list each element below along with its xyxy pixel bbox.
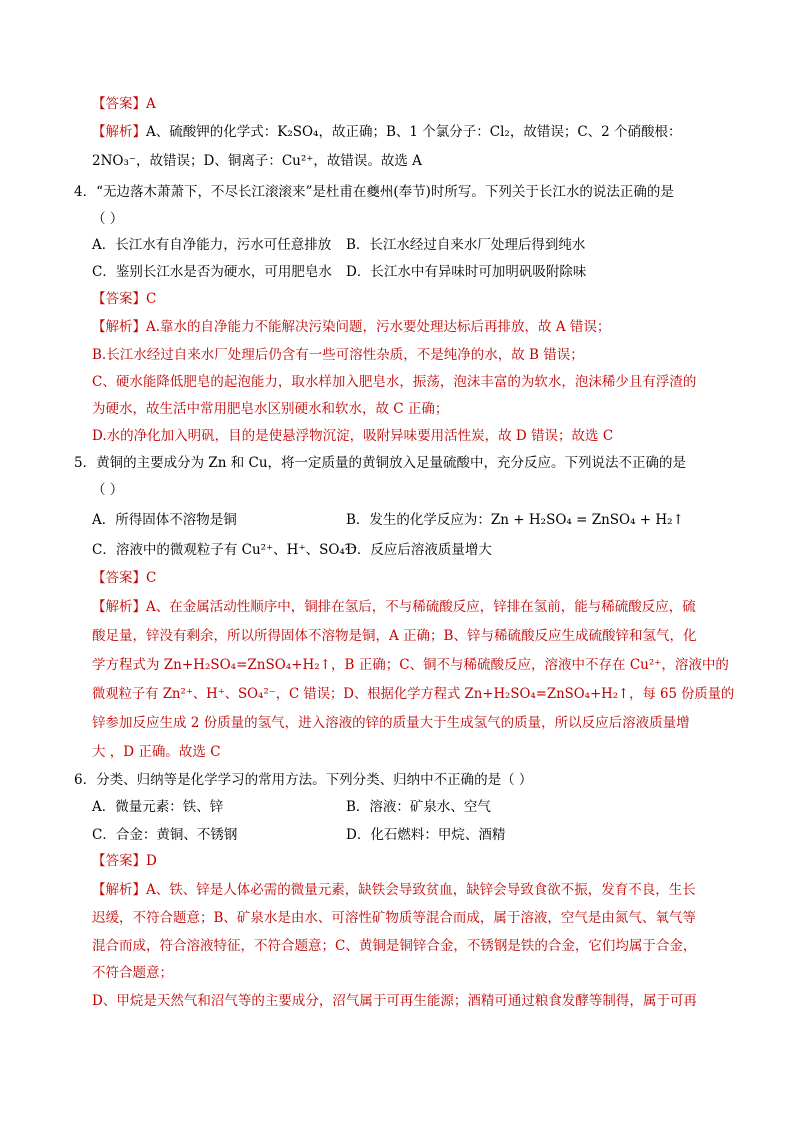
q4-analysis-line-2: B.长江水经过自来水厂处理后仍含有一些可溶性杂质，不是纯净的水，故 B 错误； [92,347,584,363]
q5-analysis-line-5: 锌参加反应生成 2 份质量的氢气，进入溶液的锌的质量大于生成氢气的质量，所以反应后溶液质量增 [92,715,690,731]
q5-analysis-line-2: 酸足量，锌没有剩余，所以所得固体不溶物是铜，A 正确；B、锌与稀硫酸反应生成硫酸锌和氢气，化 [92,628,697,644]
q6-analysis-line-5: D、甲烷是天然气和沼气等的主要成分，沼气属于可再生能源；酒精可通过粮食发酵等制得，属于可再 [92,993,697,1009]
answer-tag: 【答案】 [92,570,146,586]
q6-option-c: C．合金：黄铜、不锈钢 [92,827,238,843]
q4-analysis-line-1 [92,317,610,337]
q6-analysis-line-2: 迟缓，不符合题意；B、矿泉水是由水、可溶性矿物质等混合而成，属于溶液，空气是由氮气、氧气等 [92,910,696,926]
q4-option-b: B．长江水经过自来水厂处理后得到纯水 [346,237,586,253]
analysis-tag: 【解析】 [92,124,146,140]
answer-value: D [146,853,157,869]
q4-option-d: D．长江水中有异味时可加明矾吸附除味 [346,264,587,280]
q5-stem-line-1: 5．黄铜的主要成分为 Zn 和 Cu，将一定质量的黄铜放入足量硫酸中，充分反应。下列说法不正确的是 [74,455,687,471]
analysis-text: A.靠水的自净能力不能解决污染问题，污水要处理达标后再排放，故 A 错误； [146,319,611,335]
q5-option-b: B．发生的化学反应为：Zn + H₂SO₄ = ZnSO₄ + H₂↑ [346,512,684,528]
q6-option-d: D．化石燃料：甲烷、酒精 [346,827,506,843]
answer-value: C [146,570,157,586]
q6-analysis-line-1 [92,880,696,900]
answer-value: A [146,96,156,112]
answer-value: C [146,291,157,307]
q4-answer [92,289,156,309]
q3-analysis-line-1 [92,122,682,142]
q5-analysis-line-4: 微观粒子有 Zn²⁺、H⁺、SO₄²⁻，C 错误；D、根据化学方程式 Zn+H₂SO₄=ZnSO₄+H₂↑，每 65 份质量的 [92,686,735,702]
q4-analysis-line-5: D.水的净化加入明矾，目的是使悬浮物沉淀，吸附异味要用活性炭，故 D 错误；故选 C [92,428,614,444]
answer-tag: 【答案】 [92,96,146,112]
q5-analysis-line-1 [92,597,696,617]
q5-analysis-line-3: 学方程式为 Zn+H₂SO₄=ZnSO₄+H₂↑，B 正确；C、铜不与稀硫酸反应，溶液中不存在 Cu²⁺，溶液中的 [92,657,729,673]
q6-analysis-line-4: 不符合题意； [92,965,173,981]
analysis-text: A、铁、锌是人体必需的微量元素，缺铁会导致贫血，缺锌会导致食欲不振，发育不良，生长 [146,882,696,898]
q5-option-c: C．溶液中的微观粒子有 Cu²⁺、H⁺、SO₄²⁻ [92,542,358,558]
q4-analysis-line-3: C、硬水能降低肥皂的起泡能力，取水样加入肥皂水，振荡，泡沫丰富的为软水，泡沫稀少且有浮渣的 [92,374,697,390]
q6-stem-line-1: 6．分类、归纳等是化学学习的常用方法。下列分类、归纳中不正确的是（ ） [74,772,533,788]
q5-analysis-line-6: 大 ，D 正确。故选 C [92,744,221,760]
q4-analysis-line-4: 为硬水，故生活中常用肥皂水区别硬水和软水，故 C 正确； [92,401,449,417]
q6-option-a: A．微量元素：铁、锌 [92,799,224,815]
q4-option-a: A．长江水有自净能力，污水可任意排放 [92,237,332,253]
q5-option-d: D．反应后溶液质量增大 [346,542,492,558]
q5-option-a: A．所得固体不溶物是铜 [92,512,237,528]
q3-analysis-line-2: 2NO₃⁻，故错误；D、铜离子：Cu²⁺，故错误。故选 A [92,153,422,169]
analysis-text: A、在金属活动性顺序中，铜排在氢后，不与稀硫酸反应，锌排在氢前，能与稀硫酸反应，硫 [146,599,696,615]
analysis-tag: 【解析】 [92,882,146,898]
q4-option-c: C．鉴别长江水是否为硬水，可用肥皂水 [92,264,332,280]
q5-answer [92,568,156,588]
analysis-tag: 【解析】 [92,599,146,615]
q4-stem-line-1: 4．“无边落木萧萧下，不尽长江滚滚来”是杜甫在夔州(奉节)时所写。下列关于长江水的说法正确的是 [74,184,674,200]
q4-stem-line-2: （ ） [92,211,124,227]
q3-answer [92,94,156,114]
answer-tag: 【答案】 [92,291,146,307]
q5-stem-line-2: （ ） [92,482,124,498]
q6-answer [92,851,157,871]
answer-tag: 【答案】 [92,853,146,869]
analysis-text: A、硫酸钾的化学式：K₂SO₄，故正确；B、1 个氯分子：Cl₂，故错误；C、2 个硝酸根： [146,124,682,140]
analysis-tag: 【解析】 [92,319,146,335]
q6-option-b: B．溶液：矿泉水、空气 [346,799,491,815]
q6-analysis-line-3: 混合而成，符合溶液特征，不符合题意；C、黄铜是铜锌合金，不锈钢是铁的合金，它们均属于合金， [92,938,697,954]
